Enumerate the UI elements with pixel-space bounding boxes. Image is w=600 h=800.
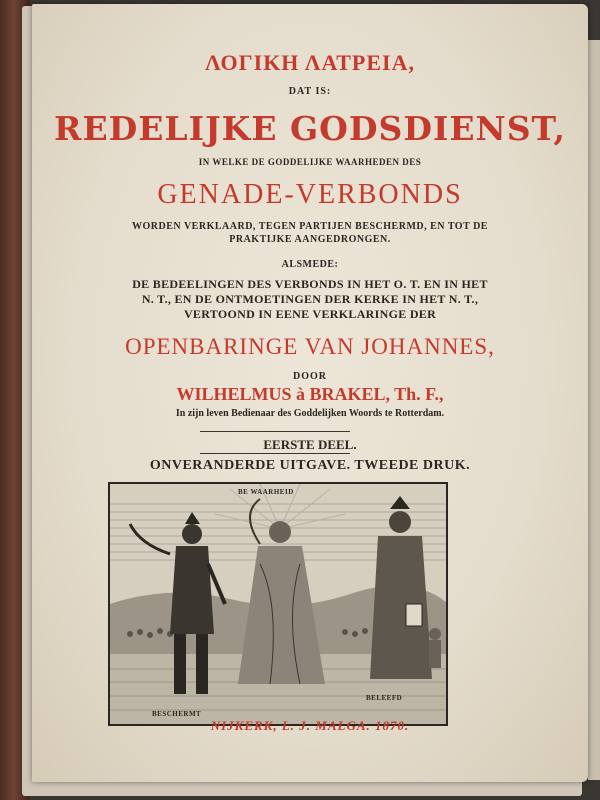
imprint-line: NIJKERK, L. J. MALGA. 1870. — [210, 718, 410, 733]
openbaringe-title: OPENBARINGE VAN JOHANNES, — [125, 334, 495, 359]
subtitle-in-welke: IN WELKE DE GODDELIJKE WAARHEDEN DES — [198, 157, 422, 167]
genade-verbonds-title: GENADE-VERBONDS — [157, 179, 463, 210]
subtitle-nt: N. T., EN DE ONTMOETINGEN DER KERKE IN HET N. T., — [141, 292, 479, 306]
main-title: REDELIJKE GODSDIENST, — [54, 109, 566, 148]
caption-right: BELEEFD — [366, 694, 403, 702]
alsmede-line: ALSMEDE: — [281, 259, 339, 270]
subtitle-worden: WORDEN VERKLAARD, TEGEN PARTIJEN BESCHERMD, EN TOT DE — [132, 221, 488, 232]
subtitle-bedeelingen: DE BEDEELINGEN DES VERBONDS IN HET O. T. EN IN HET — [132, 277, 488, 291]
edition-label: ONVERANDERDE UITGAVE. TWEEDE DRUK. — [149, 458, 471, 473]
rule-above-volume — [200, 431, 350, 432]
author-note: In zijn leven Bedienaar des Goddelijken Woords te Rotterdam. — [175, 408, 445, 419]
title-page — [32, 4, 588, 782]
caption-left: BESCHERMT — [152, 710, 202, 718]
door-line: DOOR — [293, 371, 327, 382]
greek-title: ΛΟΓΙΚΗ ΛΑΤΡΕΙΑ, — [205, 50, 415, 75]
allegorical-illustration — [110, 484, 446, 724]
volume-label: EERSTE DEEL. — [263, 437, 357, 452]
subtitle-praktijke: PRAKTIJKE AANGEDRONGEN. — [229, 234, 391, 245]
next-page-edge — [588, 40, 600, 780]
author-name: WILHELMUS à BRAKEL, Th. F., — [176, 384, 444, 404]
subtitle-vertoond: VERTOOND IN EENE VERKLARINGE DER — [183, 307, 437, 321]
dat-is-line: DAT IS: — [288, 86, 332, 97]
caption-top: BE WAARHEID — [238, 488, 294, 496]
frontispiece-engraving — [108, 482, 448, 726]
rule-below-volume — [200, 453, 350, 454]
